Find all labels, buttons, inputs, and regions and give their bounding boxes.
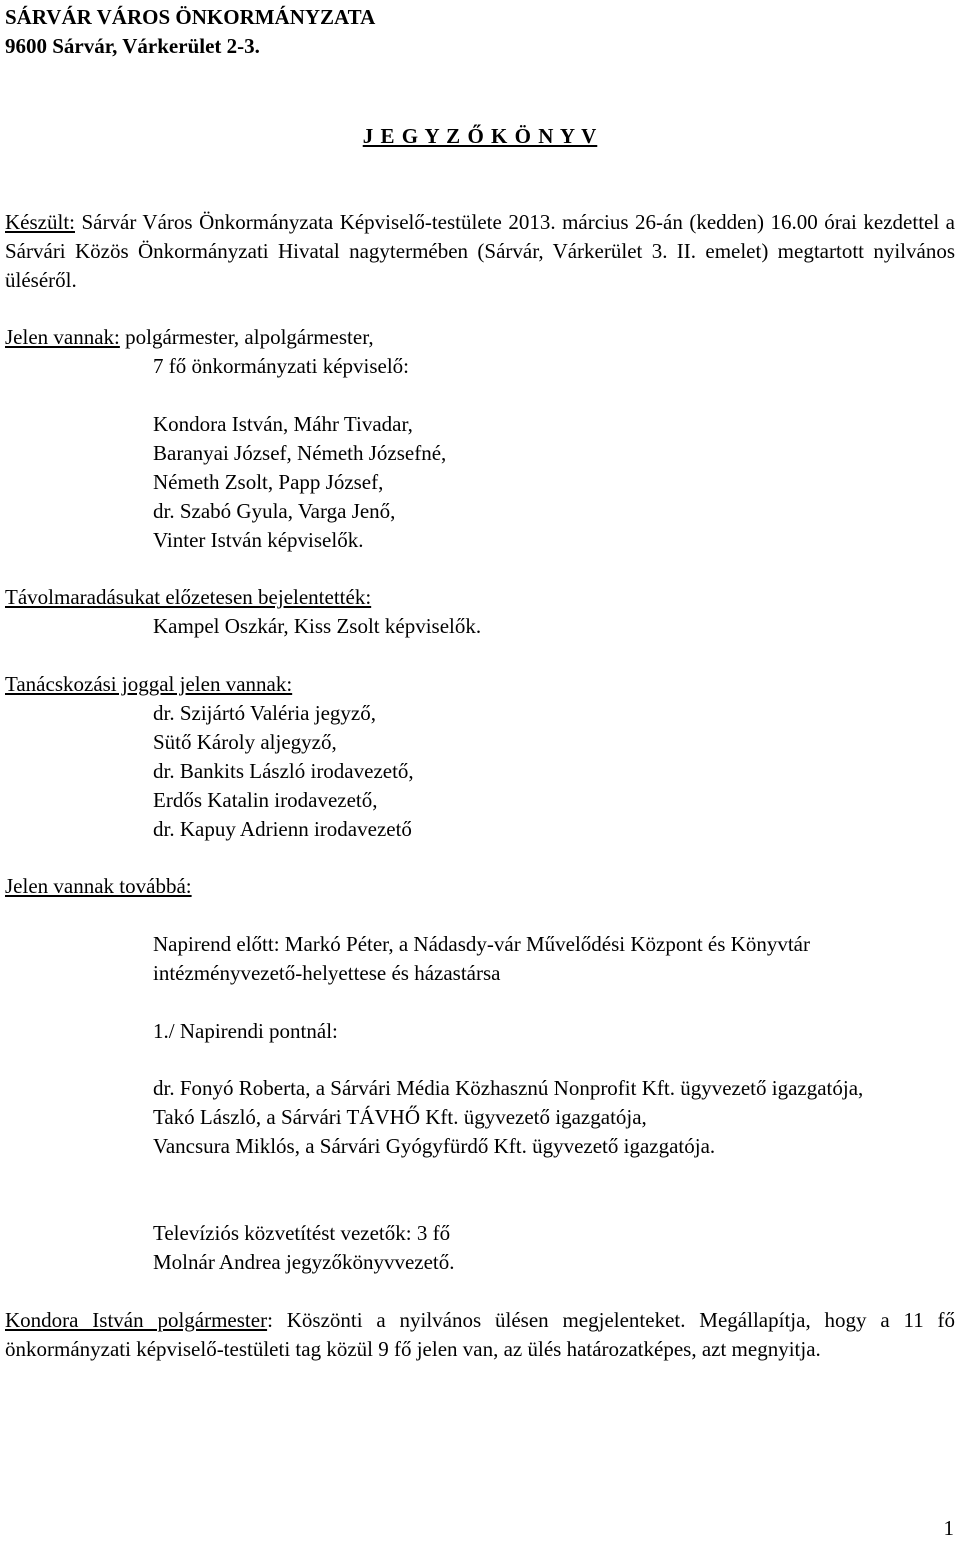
- absent-names: Kampel Oszkár, Kiss Zsolt képviselők.: [153, 614, 482, 638]
- agenda-person: Vancsura Miklós, a Sárvári Gyógyfürdő Kft. ügyvezető igazgatója.: [153, 1134, 716, 1158]
- agenda-people: [153, 1074, 953, 1161]
- present-label: Jelen vannak:: [5, 325, 120, 349]
- org-address: 9600 Sárvár, Várkerület 2-3.: [5, 34, 260, 58]
- advisory-section: [5, 670, 414, 844]
- agenda-person: Takó László, a Sárvári TÁVHŐ Kft. ügyvezető igazgatója,: [153, 1105, 647, 1129]
- advisory-label: Tanácskozási joggal jelen vannak:: [5, 672, 293, 696]
- document-title: J E G Y Z Ő K Ö N Y V: [362, 124, 598, 148]
- org-name: SÁRVÁR VÁROS ÖNKORMÁNYZATA: [5, 5, 376, 29]
- present-line-2: 7 fő önkormányzati képviselő:: [153, 354, 410, 378]
- members-line: Vinter István képviselők.: [153, 528, 364, 552]
- members-line: Kondora István, Máhr Tivadar,: [153, 412, 413, 436]
- also-present-label: Jelen vannak továbbá:: [5, 874, 192, 898]
- agenda-item-label: 1./ Napirendi pontnál:: [153, 1019, 338, 1043]
- before-agenda: Napirend előtt: Markó Péter, a Nádasdy-vár Művelődési Központ és Könyvtár intézményvezető-helyettese és házastársa: [153, 932, 810, 985]
- intro-label: Készült:: [5, 210, 75, 234]
- tv-crew: Televíziós közvetítést vezetők: 3 fő: [153, 1221, 451, 1245]
- letterhead: [5, 3, 375, 61]
- members-line: dr. Szabó Gyula, Varga Jenő,: [153, 499, 396, 523]
- members-line: Németh Zsolt, Papp József,: [153, 470, 384, 494]
- opening-paragraph: [5, 1306, 955, 1364]
- page-number: 1: [943, 1516, 954, 1540]
- members-list: [5, 410, 446, 555]
- intro-paragraph: [5, 208, 955, 295]
- members-line: Baranyai József, Németh Józsefné,: [153, 441, 447, 465]
- opening-speaker: Kondora István polgármester: [5, 1308, 268, 1332]
- absent-section: [5, 583, 481, 641]
- present-line-1: polgármester, alpolgármester,: [125, 325, 374, 349]
- opening-text: : Köszönti a nyilvános ülésen megjelenteket. Megállapítja, hogy a 11 fő önkormányzati képviselő-testületi tag közül 9 fő jelen van, az ülés határozatképes, azt megnyitja.: [5, 1308, 956, 1361]
- advisory-name: Sütő Károly aljegyző,: [153, 730, 337, 754]
- advisory-name: dr. Bankits László irodavezető,: [153, 759, 414, 783]
- intro-text: Sárvár Város Önkormányzata Képviselő-testülete 2013. március 26-án (kedden) 16.00 órai kezdettel a Sárvári Közös Önkormányzati Hivatal nagytermében (Sárvár, Várkerület 3. II. emelet) megtartott nyilvános üléséről.: [5, 210, 956, 292]
- agenda-person: dr. Fonyó Roberta, a Sárvári Média Közhasznú Nonprofit Kft. ügyvezető igazgatója,: [153, 1076, 864, 1100]
- advisory-name: Erdős Katalin irodavezető,: [153, 788, 378, 812]
- tv-and-recorder: [153, 1219, 455, 1277]
- advisory-name: dr. Szijártó Valéria jegyző,: [153, 701, 376, 725]
- absent-label: Távolmaradásukat előzetesen bejelentették:: [5, 585, 372, 609]
- recorder: Molnár Andrea jegyzőkönyvvezető.: [153, 1250, 455, 1274]
- advisory-name: dr. Kapuy Adrienn irodavezető: [153, 817, 412, 841]
- present-section: [5, 323, 955, 381]
